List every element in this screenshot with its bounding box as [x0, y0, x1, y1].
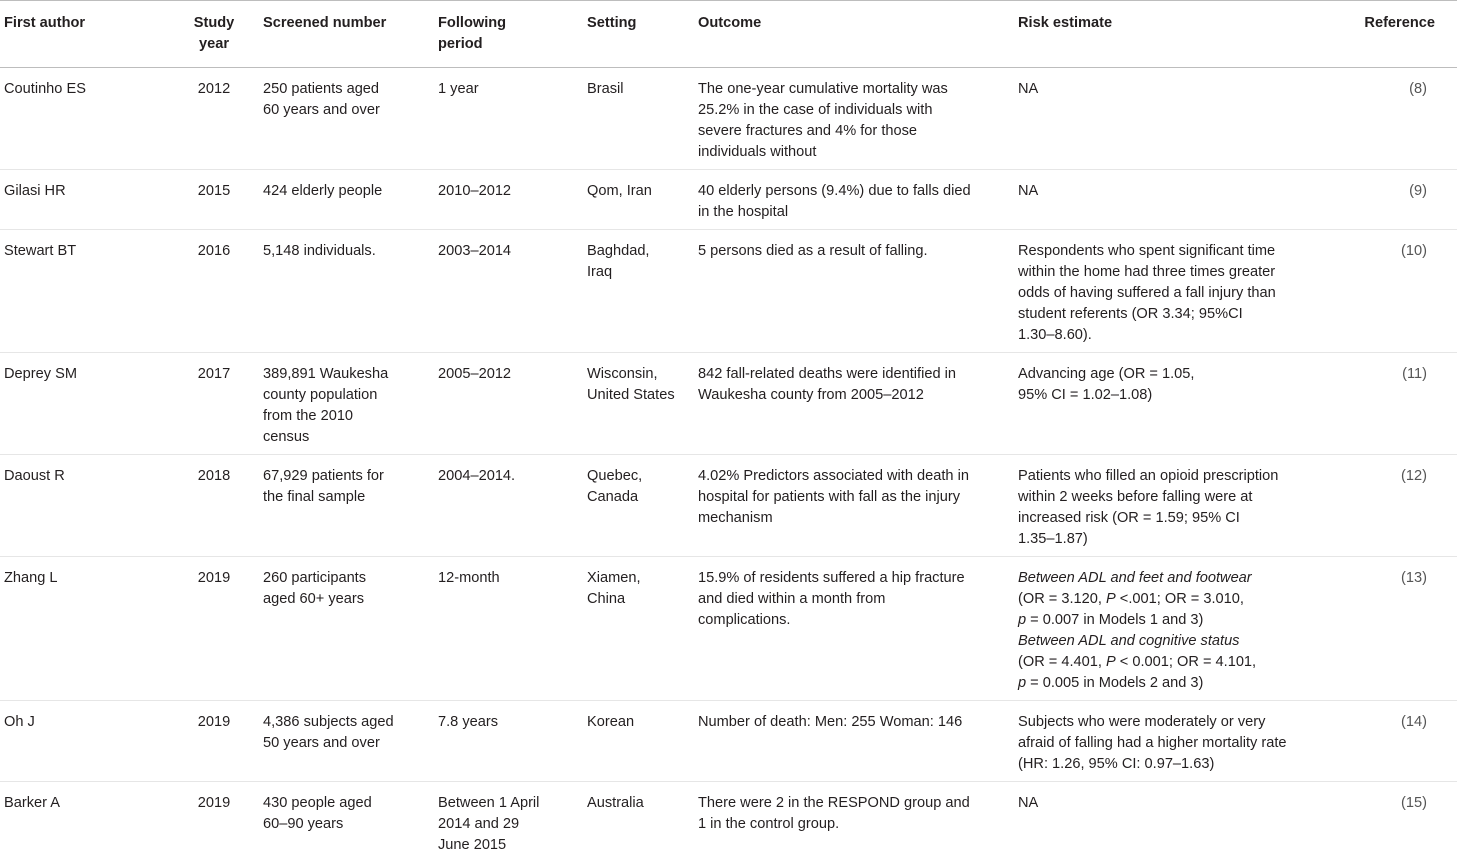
cell-text: 60–90 years	[263, 814, 430, 835]
cell-text: Iraq	[587, 262, 690, 283]
table-row	[0, 230, 1457, 353]
cell-text: census	[263, 427, 430, 448]
cell-screened-number	[259, 701, 434, 782]
cell-text: 1.30–8.60).	[1018, 325, 1335, 346]
cell-text: There were 2 in the RESPOND group and	[698, 793, 1010, 814]
cell-text	[1018, 568, 1335, 589]
cell-text: (14)	[1343, 712, 1427, 733]
cell-screened-number	[259, 557, 434, 701]
cell-setting	[583, 701, 694, 782]
cell-reference	[1339, 68, 1457, 170]
header-text: Outcome	[698, 13, 1010, 34]
cell-text: The one-year cumulative mortality was	[698, 79, 1010, 100]
cell-text: Zhang L	[4, 568, 165, 589]
cell-study-year	[169, 455, 259, 557]
cell-reference	[1339, 455, 1457, 557]
cell-text: Deprey SM	[4, 364, 165, 385]
cell-reference	[1339, 782, 1457, 856]
cell-text: Wisconsin,	[587, 364, 690, 385]
cell-text: 2012	[173, 79, 255, 100]
cell-following-period	[434, 782, 583, 856]
cell-risk-estimate	[1014, 230, 1339, 353]
italic-stat: P	[1106, 654, 1116, 670]
cell-text: 25.2% in the case of individuals with	[698, 100, 1010, 121]
cell-text: (8)	[1343, 79, 1427, 100]
cell-text: 2019	[173, 712, 255, 733]
cell-text: (OR = 4.401, P < 0.001; OR = 4.101,	[1018, 652, 1335, 673]
cell-text: 4,386 subjects aged	[263, 712, 430, 733]
cell-text: Subjects who were moderately or very	[1018, 712, 1335, 733]
header-setting	[583, 1, 694, 68]
cell-text: 2019	[173, 568, 255, 589]
italic-stat: P	[1106, 591, 1116, 607]
cell-risk-estimate	[1014, 455, 1339, 557]
cell-reference	[1339, 701, 1457, 782]
cell-text: Xiamen,	[587, 568, 690, 589]
cell-text: Advancing age (OR = 1.05,	[1018, 364, 1335, 385]
italic-stat: p	[1018, 612, 1026, 628]
cell-outcome	[694, 353, 1014, 455]
cell-text: 2015	[173, 181, 255, 202]
cell-screened-number	[259, 353, 434, 455]
cell-reference	[1339, 353, 1457, 455]
cell-text: 40 elderly persons (9.4%) due to falls died	[698, 181, 1010, 202]
cell-text: (OR = 3.120, P <.001; OR = 3.010,	[1018, 589, 1335, 610]
table-row	[0, 455, 1457, 557]
cell-screened-number	[259, 170, 434, 230]
header-reference	[1339, 1, 1457, 68]
cell-text: NA	[1018, 181, 1335, 202]
cell-risk-estimate	[1014, 557, 1339, 701]
cell-risk-estimate	[1014, 170, 1339, 230]
cell-text: 430 people aged	[263, 793, 430, 814]
table-body	[0, 68, 1457, 856]
cell-first-author	[0, 557, 169, 701]
cell-text: 95% CI = 1.02–1.08)	[1018, 385, 1335, 406]
cell-text: Coutinho ES	[4, 79, 165, 100]
header-outcome	[694, 1, 1014, 68]
cell-text: Oh J	[4, 712, 165, 733]
cell-text: in the hospital	[698, 202, 1010, 223]
cell-text: within 2 weeks before falling were at	[1018, 487, 1335, 508]
cell-text: (HR: 1.26, 95% CI: 0.97–1.63)	[1018, 754, 1335, 775]
cell-outcome	[694, 701, 1014, 782]
cell-text: hospital for patients with fall as the injury	[698, 487, 1010, 508]
cell-text: student referents (OR 3.34; 95%CI	[1018, 304, 1335, 325]
table-row	[0, 557, 1457, 701]
italic-stat: Between ADL and feet and footwear	[1018, 570, 1252, 586]
cell-following-period	[434, 170, 583, 230]
cell-text: 2004–2014.	[438, 466, 579, 487]
cell-setting	[583, 353, 694, 455]
header-screened-number	[259, 1, 434, 68]
cell-text: 1 year	[438, 79, 579, 100]
cell-text: Number of death: Men: 255 Woman: 146	[698, 712, 1010, 733]
header-text: First author	[4, 13, 165, 34]
cell-text: 2005–2012	[438, 364, 579, 385]
table-row	[0, 68, 1457, 170]
cell-text: 1 in the control group.	[698, 814, 1010, 835]
cell-text: 7.8 years	[438, 712, 579, 733]
cell-text: Respondents who spent significant time	[1018, 241, 1335, 262]
header-row	[0, 1, 1457, 68]
cell-reference	[1339, 170, 1457, 230]
cell-text: (11)	[1343, 364, 1427, 385]
cell-text: Waukesha county from 2005–2012	[698, 385, 1010, 406]
header-text: Screened number	[263, 13, 430, 34]
cell-text: severe fractures and 4% for those	[698, 121, 1010, 142]
cell-text: China	[587, 589, 690, 610]
cell-following-period	[434, 455, 583, 557]
cell-text: 60 years and over	[263, 100, 430, 121]
cell-text: Australia	[587, 793, 690, 814]
cell-text: (15)	[1343, 793, 1427, 814]
table-row	[0, 170, 1457, 230]
cell-study-year	[169, 230, 259, 353]
cell-outcome	[694, 68, 1014, 170]
cell-risk-estimate	[1014, 701, 1339, 782]
cell-text: 389,891 Waukesha	[263, 364, 430, 385]
header-following-period	[434, 1, 583, 68]
cell-text: 2018	[173, 466, 255, 487]
cell-setting	[583, 557, 694, 701]
cell-outcome	[694, 557, 1014, 701]
cell-first-author	[0, 170, 169, 230]
cell-setting	[583, 68, 694, 170]
cell-following-period	[434, 557, 583, 701]
cell-text: aged 60+ years	[263, 589, 430, 610]
cell-text: 260 participants	[263, 568, 430, 589]
cell-text: Brasil	[587, 79, 690, 100]
cell-study-year	[169, 701, 259, 782]
cell-first-author	[0, 701, 169, 782]
cell-text: 50 years and over	[263, 733, 430, 754]
cell-text: p = 0.005 in Models 2 and 3)	[1018, 673, 1335, 694]
header-first-author	[0, 1, 169, 68]
cell-study-year	[169, 353, 259, 455]
cell-text: within the home had three times greater	[1018, 262, 1335, 283]
cell-text: afraid of falling had a higher mortality rate	[1018, 733, 1335, 754]
cell-risk-estimate	[1014, 353, 1339, 455]
italic-stat: Between ADL and cognitive status	[1018, 633, 1239, 649]
table-row	[0, 782, 1457, 856]
header-text: Study	[173, 13, 255, 34]
cell-text: 2019	[173, 793, 255, 814]
cell-text: mechanism	[698, 508, 1010, 529]
cell-text: p = 0.007 in Models 1 and 3)	[1018, 610, 1335, 631]
cell-text: 12-month	[438, 568, 579, 589]
cell-first-author	[0, 353, 169, 455]
cell-outcome	[694, 170, 1014, 230]
cell-text: 842 fall-related deaths were identified in	[698, 364, 1010, 385]
cell-text: June 2015	[438, 835, 579, 856]
cell-study-year	[169, 170, 259, 230]
cell-text: odds of having suffered a fall injury than	[1018, 283, 1335, 304]
cell-text: 250 patients aged	[263, 79, 430, 100]
cell-text: 67,929 patients for	[263, 466, 430, 487]
table-row	[0, 701, 1457, 782]
cell-first-author	[0, 68, 169, 170]
cell-text: 2016	[173, 241, 255, 262]
cell-text: Patients who filled an opioid prescription	[1018, 466, 1335, 487]
cell-screened-number	[259, 455, 434, 557]
cell-text: Barker A	[4, 793, 165, 814]
cell-following-period	[434, 68, 583, 170]
cell-text: Korean	[587, 712, 690, 733]
cell-text: Daoust R	[4, 466, 165, 487]
cell-text: individuals without	[698, 142, 1010, 163]
cell-risk-estimate	[1014, 782, 1339, 856]
cell-text: Qom, Iran	[587, 181, 690, 202]
cell-text: increased risk (OR = 1.59; 95% CI	[1018, 508, 1335, 529]
header-text: year	[173, 34, 255, 55]
cell-first-author	[0, 230, 169, 353]
cell-outcome	[694, 455, 1014, 557]
cell-text: county population	[263, 385, 430, 406]
cell-text: 2014 and 29	[438, 814, 579, 835]
cell-risk-estimate	[1014, 68, 1339, 170]
header-text: Following	[438, 13, 579, 34]
cell-text: (12)	[1343, 466, 1427, 487]
cell-text: Quebec,	[587, 466, 690, 487]
header-text: Reference	[1343, 13, 1435, 34]
cell-text: Gilasi HR	[4, 181, 165, 202]
cell-following-period	[434, 230, 583, 353]
header-risk-estimate	[1014, 1, 1339, 68]
cell-text: 2010–2012	[438, 181, 579, 202]
cell-reference	[1339, 230, 1457, 353]
header-study-year	[169, 1, 259, 68]
cell-text: 1.35–1.87)	[1018, 529, 1335, 550]
header-text: Risk estimate	[1018, 13, 1335, 34]
cell-setting	[583, 782, 694, 856]
cell-study-year	[169, 557, 259, 701]
cell-first-author	[0, 455, 169, 557]
cell-text: (9)	[1343, 181, 1427, 202]
cell-text: NA	[1018, 793, 1335, 814]
cell-text: (13)	[1343, 568, 1427, 589]
cell-text: 5,148 individuals.	[263, 241, 430, 262]
cell-text: 2003–2014	[438, 241, 579, 262]
cell-outcome	[694, 782, 1014, 856]
cell-text: NA	[1018, 79, 1335, 100]
cell-setting	[583, 230, 694, 353]
header-text: Setting	[587, 13, 690, 34]
cell-text: 4.02% Predictors associated with death in	[698, 466, 1010, 487]
cell-reference	[1339, 557, 1457, 701]
cell-text: Between 1 April	[438, 793, 579, 814]
cell-text: United States	[587, 385, 690, 406]
cell-screened-number	[259, 782, 434, 856]
cell-text: Stewart BT	[4, 241, 165, 262]
cell-following-period	[434, 353, 583, 455]
cell-text	[1018, 631, 1335, 652]
cell-text: 424 elderly people	[263, 181, 430, 202]
table-row	[0, 353, 1457, 455]
header-text: period	[438, 34, 579, 55]
cell-setting	[583, 455, 694, 557]
cell-text: complications.	[698, 610, 1010, 631]
cell-study-year	[169, 68, 259, 170]
cell-text: the final sample	[263, 487, 430, 508]
cell-following-period	[434, 701, 583, 782]
cell-outcome	[694, 230, 1014, 353]
cell-text: 15.9% of residents suffered a hip fracture	[698, 568, 1010, 589]
cell-text: (10)	[1343, 241, 1427, 262]
italic-stat: p	[1018, 675, 1026, 691]
cell-text: Canada	[587, 487, 690, 508]
cell-text: 2017	[173, 364, 255, 385]
cell-text: Baghdad,	[587, 241, 690, 262]
cell-text: and died within a month from	[698, 589, 1010, 610]
cell-text: 5 persons died as a result of falling.	[698, 241, 1010, 262]
cell-screened-number	[259, 68, 434, 170]
cell-first-author	[0, 782, 169, 856]
cell-setting	[583, 170, 694, 230]
cell-text: from the 2010	[263, 406, 430, 427]
cell-study-year	[169, 782, 259, 856]
cell-screened-number	[259, 230, 434, 353]
